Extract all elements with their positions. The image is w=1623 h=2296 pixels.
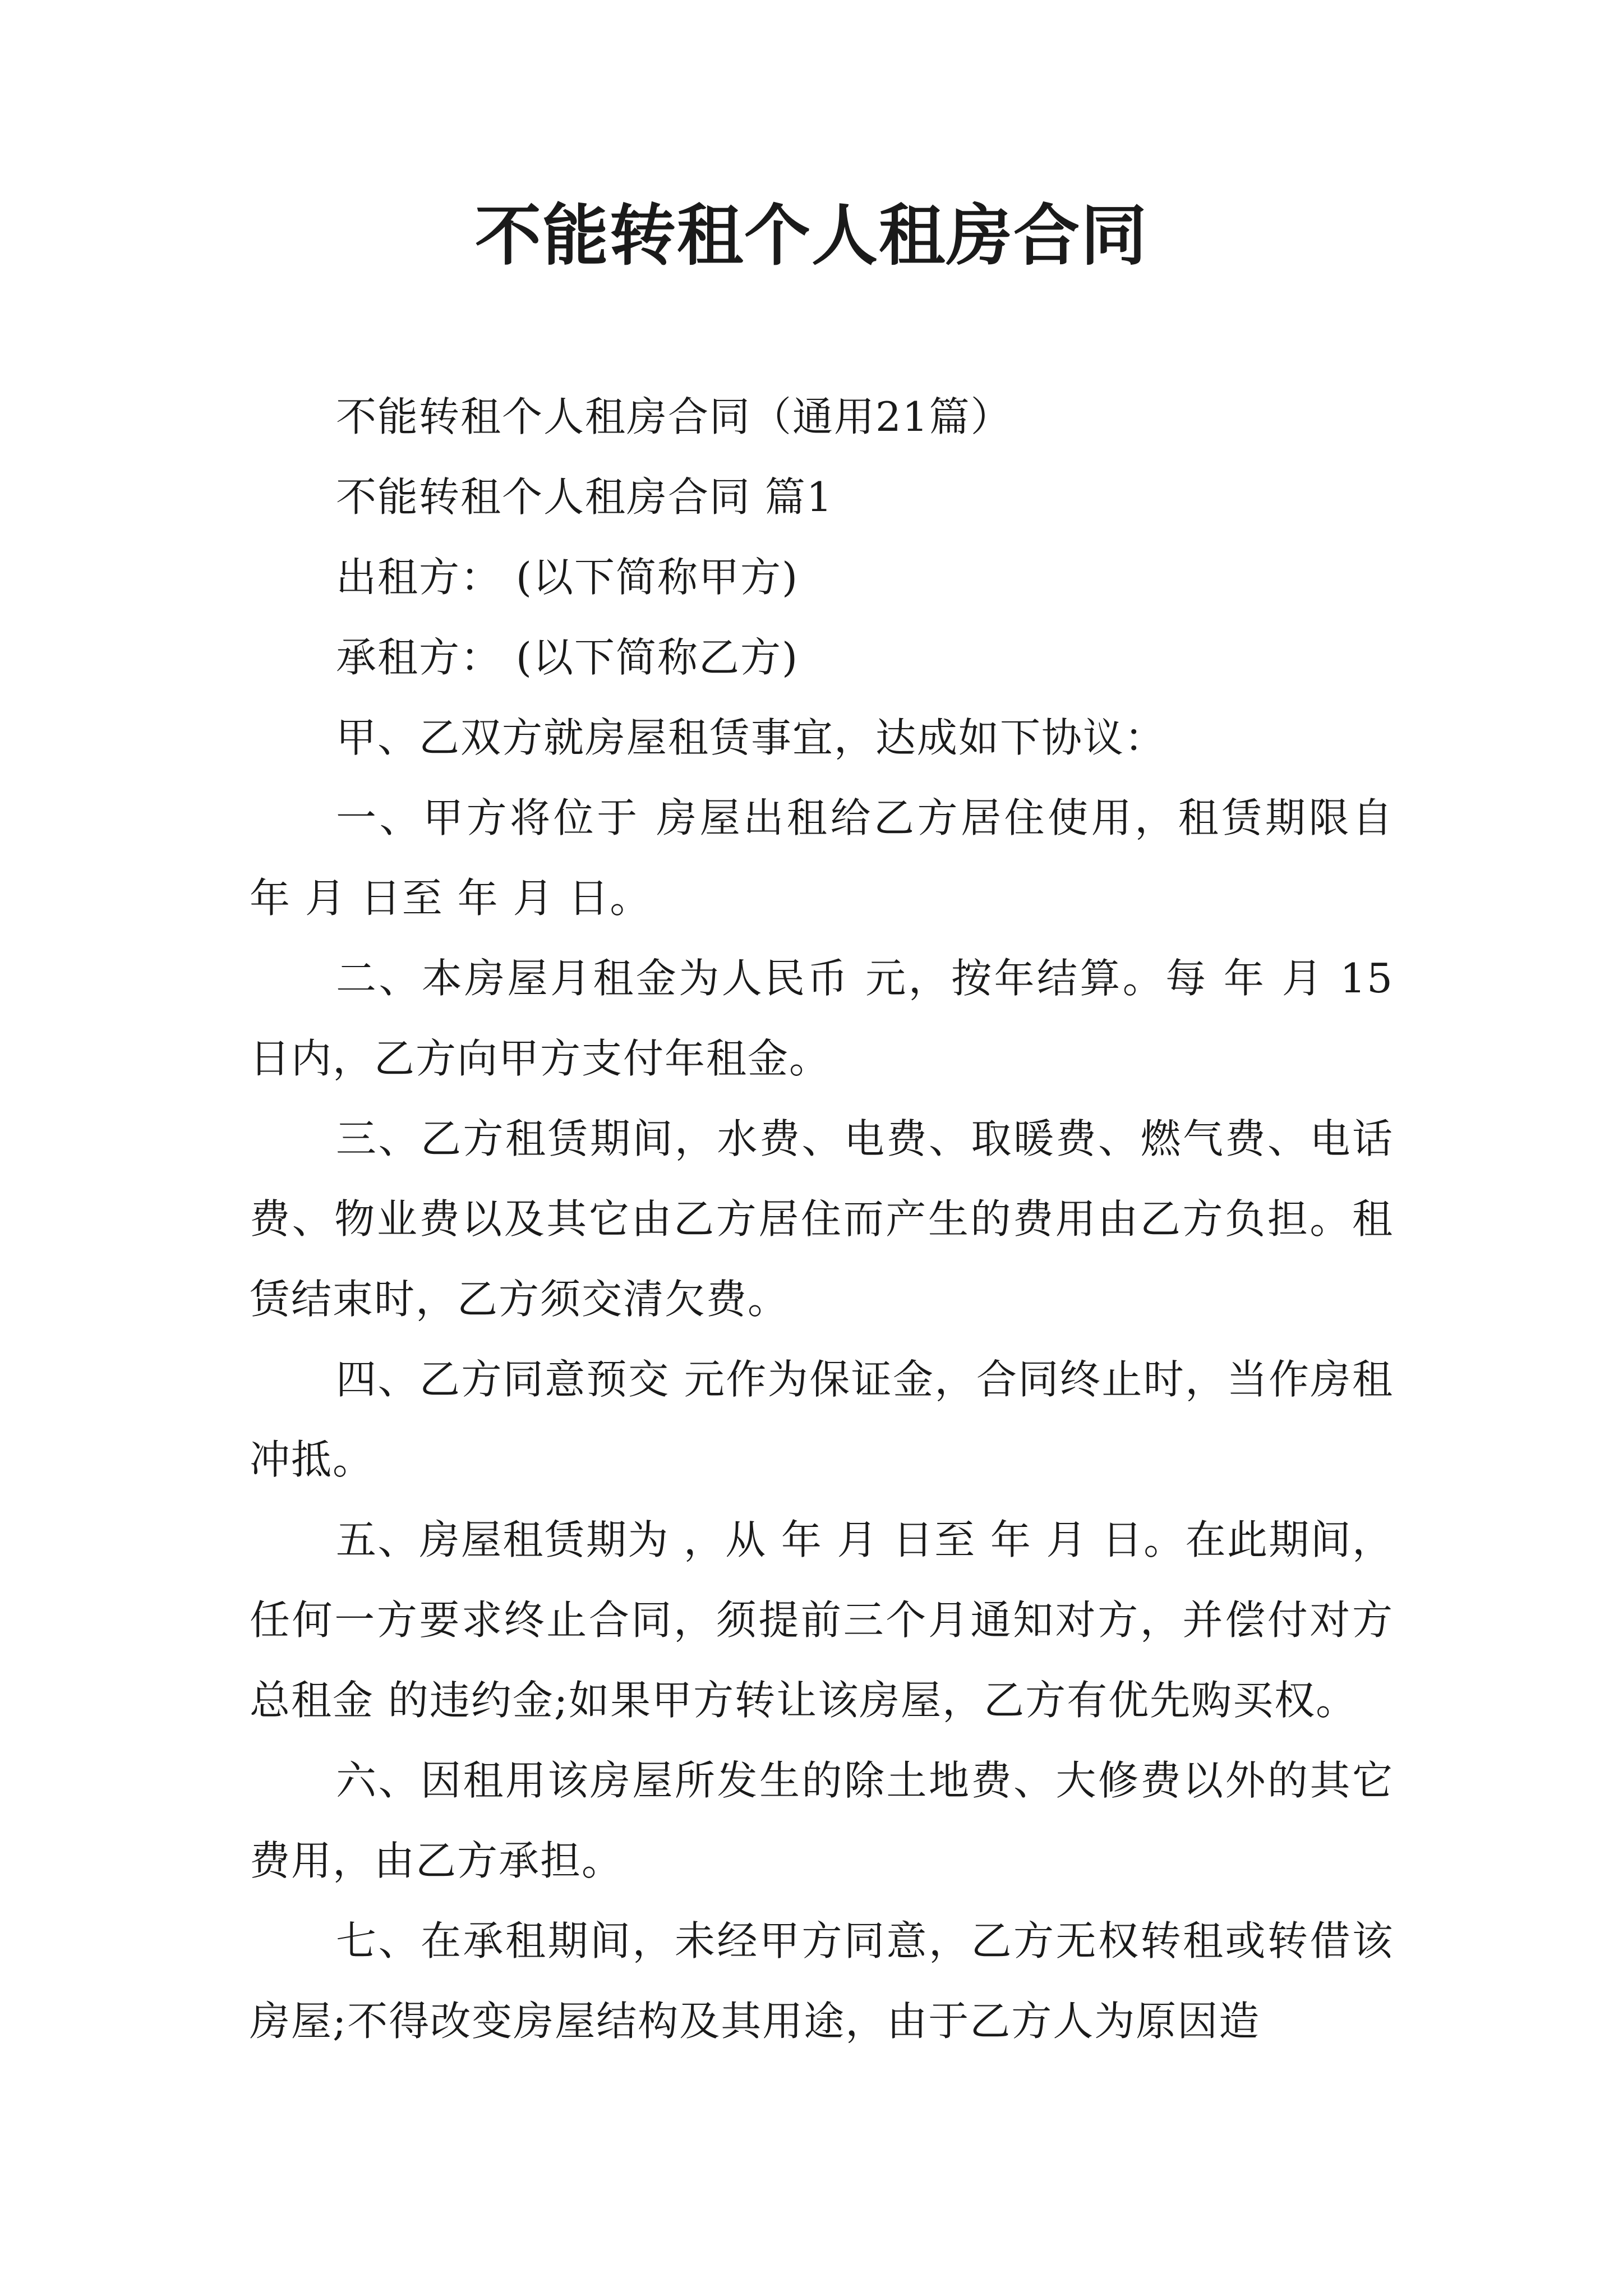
- clause-3: 三、乙方租赁期间，水费、电费、取暖费、燃气费、电话费、物业费以及其它由乙方居住而产生的费用由乙方负担。租赁结束时，乙方须交清欠费。: [250, 1115, 1394, 1323]
- clause-5: 五、房屋租赁期为 ，从 年 月 日至 年 月 日。在此期间，任何一方要求终止合同，须提前三个月通知对方，并偿付对方总租金 的违约金;如果甲方转让该房屋，乙方有优先购买权。: [250, 1516, 1394, 1724]
- paragraph-lessor: 出租方： (以下简称甲方): [336, 554, 799, 601]
- paragraph-agreement-intro: 甲、乙双方就房屋租赁事宜，达成如下协议：: [336, 714, 1166, 761]
- clause-4: 四、乙方同意预交 元作为保证金，合同终止时，当作房租冲抵。: [250, 1356, 1394, 1483]
- clause-7: 七、在承租期间，未经甲方同意，乙方无权转租或转借该房屋;不得改变房屋结构及其用途，由于乙方人为原因造: [250, 1917, 1394, 2045]
- document-body: [250, 377, 1394, 2062]
- clause-6: 六、因租用该房屋所发生的除土地费、大修费以外的其它费用，由乙方承担。: [250, 1757, 1394, 1884]
- paragraph-lessee: 承租方： (以下简称乙方): [336, 634, 799, 681]
- document-title: 不能转租个人租房合同: [474, 197, 1148, 274]
- paragraph-subtitle: 不能转租个人租房合同（通用21篇）: [336, 393, 1012, 440]
- paragraph-section-heading: 不能转租个人租房合同 篇1: [336, 473, 833, 521]
- clause-1: 一、甲方将位于 房屋出租给乙方居住使用，租赁期限自 年 月 日至 年 月 日。: [250, 794, 1394, 922]
- clause-2: 二、本房屋月租金为人民币 元，按年结算。每 年 月 15日内，乙方向甲方支付年租金。: [250, 955, 1394, 1082]
